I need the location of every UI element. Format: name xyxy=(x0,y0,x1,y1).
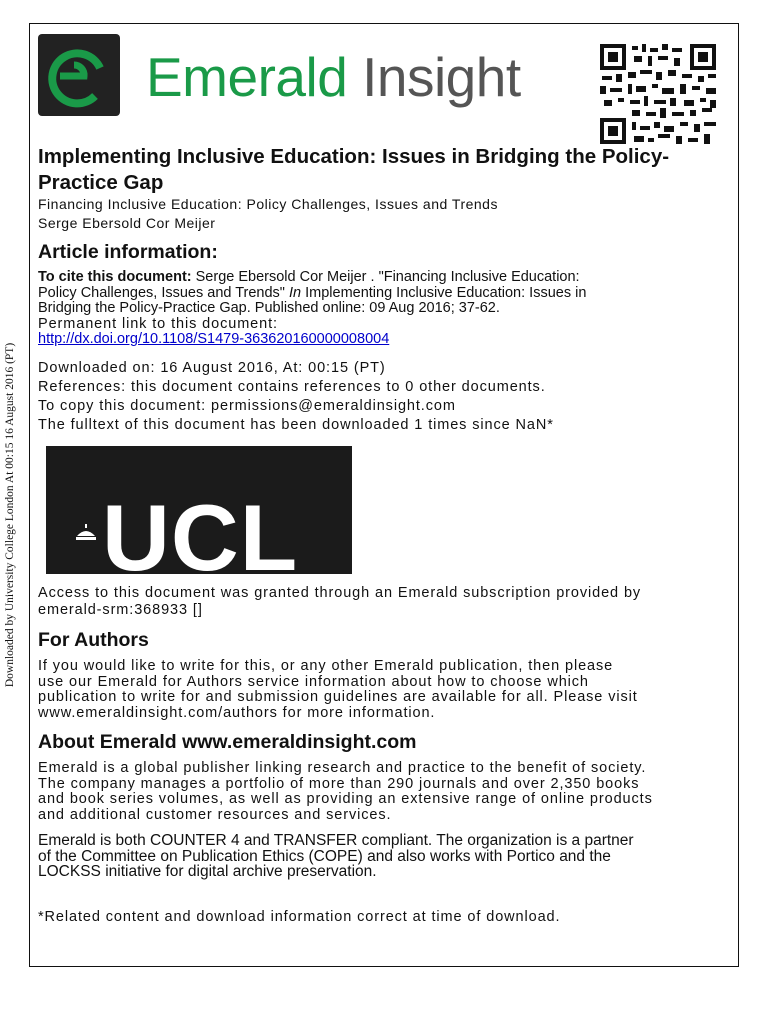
references-count: References: this document contains references to 0 other documents. xyxy=(38,379,546,395)
cite-text-1: Serge Ebersold Cor Meijer . "Financing Inclusive Education: xyxy=(191,269,580,285)
about-para-2 xyxy=(38,833,728,880)
download-info-block xyxy=(38,359,728,435)
about-line: LOCKSS initiative for digital archive preservation. xyxy=(38,863,377,881)
about-line: of the Committee on Publication Ethics (COPE) and also works with Portico and the xyxy=(38,847,611,865)
about-line: Emerald is a global publisher linking research and practice to the benefit of society. xyxy=(38,760,647,776)
about-line: The company manages a portfolio of more than 290 journals and over 2,350 books xyxy=(38,775,640,792)
download-margin-note xyxy=(1,325,19,705)
access-block xyxy=(38,585,728,619)
book-title: Financing Inclusive Education: Policy Challenges, Issues and Trends xyxy=(38,196,498,212)
article-information-heading: Article information: xyxy=(38,241,218,263)
access-line-2: emerald-srm:368933 [] xyxy=(38,602,203,618)
qr-code-icon xyxy=(598,42,718,146)
for-authors-line: www.emeraldinsight.com/authors for more information. xyxy=(38,704,436,721)
brand-name-insight: Insight xyxy=(347,46,521,108)
permanent-link-label: Permanent link to this document: xyxy=(38,315,278,332)
cite-in: In xyxy=(288,284,302,301)
fulltext-downloads: The fulltext of this document has been downloaded 1 times since NaN* xyxy=(38,417,554,433)
authors: Serge Ebersold Cor Meijer xyxy=(38,215,216,231)
about-emerald-heading: About Emerald www.emeraldinsight.com xyxy=(38,731,417,753)
for-authors-text xyxy=(38,659,728,721)
about-line: and book series volumes, as well as providing an extensive range of online products xyxy=(38,791,653,808)
for-authors-heading: For Authors xyxy=(38,629,149,651)
document-title: Implementing Inclusive Education: Issues in Bridging the Policy-Practice Gap xyxy=(38,145,670,194)
ucl-wordmark: UCL xyxy=(102,485,299,574)
about-para-1 xyxy=(38,761,728,823)
footnote-block xyxy=(38,910,728,926)
access-line-1: Access to this document was granted through an Emerald subscription provided by xyxy=(38,585,642,601)
for-authors-line: If you would like to write for this, or any other Emerald publication, then please xyxy=(38,658,614,674)
brand-name-emerald: Emerald xyxy=(146,46,348,108)
emerald-logo-icon xyxy=(38,34,120,116)
ucl-portico-icon xyxy=(75,524,97,544)
about-line: Emerald is both COUNTER 4 and TRANSFER compliant. The organization is a partner xyxy=(38,832,634,849)
cite-text-3: Implementing Inclusive Education: Issues in xyxy=(301,284,587,301)
for-authors-line: use our Emerald for Authors service information about how to choose which xyxy=(38,673,589,690)
cite-text-4: Bridging the Policy-Practice Gap. Published online: 09 Aug 2016; 37-62. xyxy=(38,300,500,317)
citation-block xyxy=(38,270,728,348)
about-line: and additional customer resources and services. xyxy=(38,806,392,823)
downloaded-on: Downloaded on: 16 August 2016, At: 00:15 (PT) xyxy=(38,360,386,376)
cite-text-2: Policy Challenges, Issues and Trends" xyxy=(38,284,289,301)
copy-permissions: To copy this document: permissions@emeraldinsight.com xyxy=(38,398,456,414)
ucl-institution-logo xyxy=(46,446,352,574)
emerald-insight-wordmark xyxy=(146,46,521,108)
cite-label: To cite this document: xyxy=(38,269,192,285)
margin-note-text: Downloaded by University College London At 00:15 16 August 2016 (PT) xyxy=(4,342,16,688)
footnote: *Related content and download information correct at time of download. xyxy=(38,909,561,925)
for-authors-line: publication to write for and submission guidelines are available for all. Please visit xyxy=(38,689,638,706)
doi-link[interactable]: http://dx.doi.org/10.1108/S1479-363620160000008004 xyxy=(38,331,390,348)
